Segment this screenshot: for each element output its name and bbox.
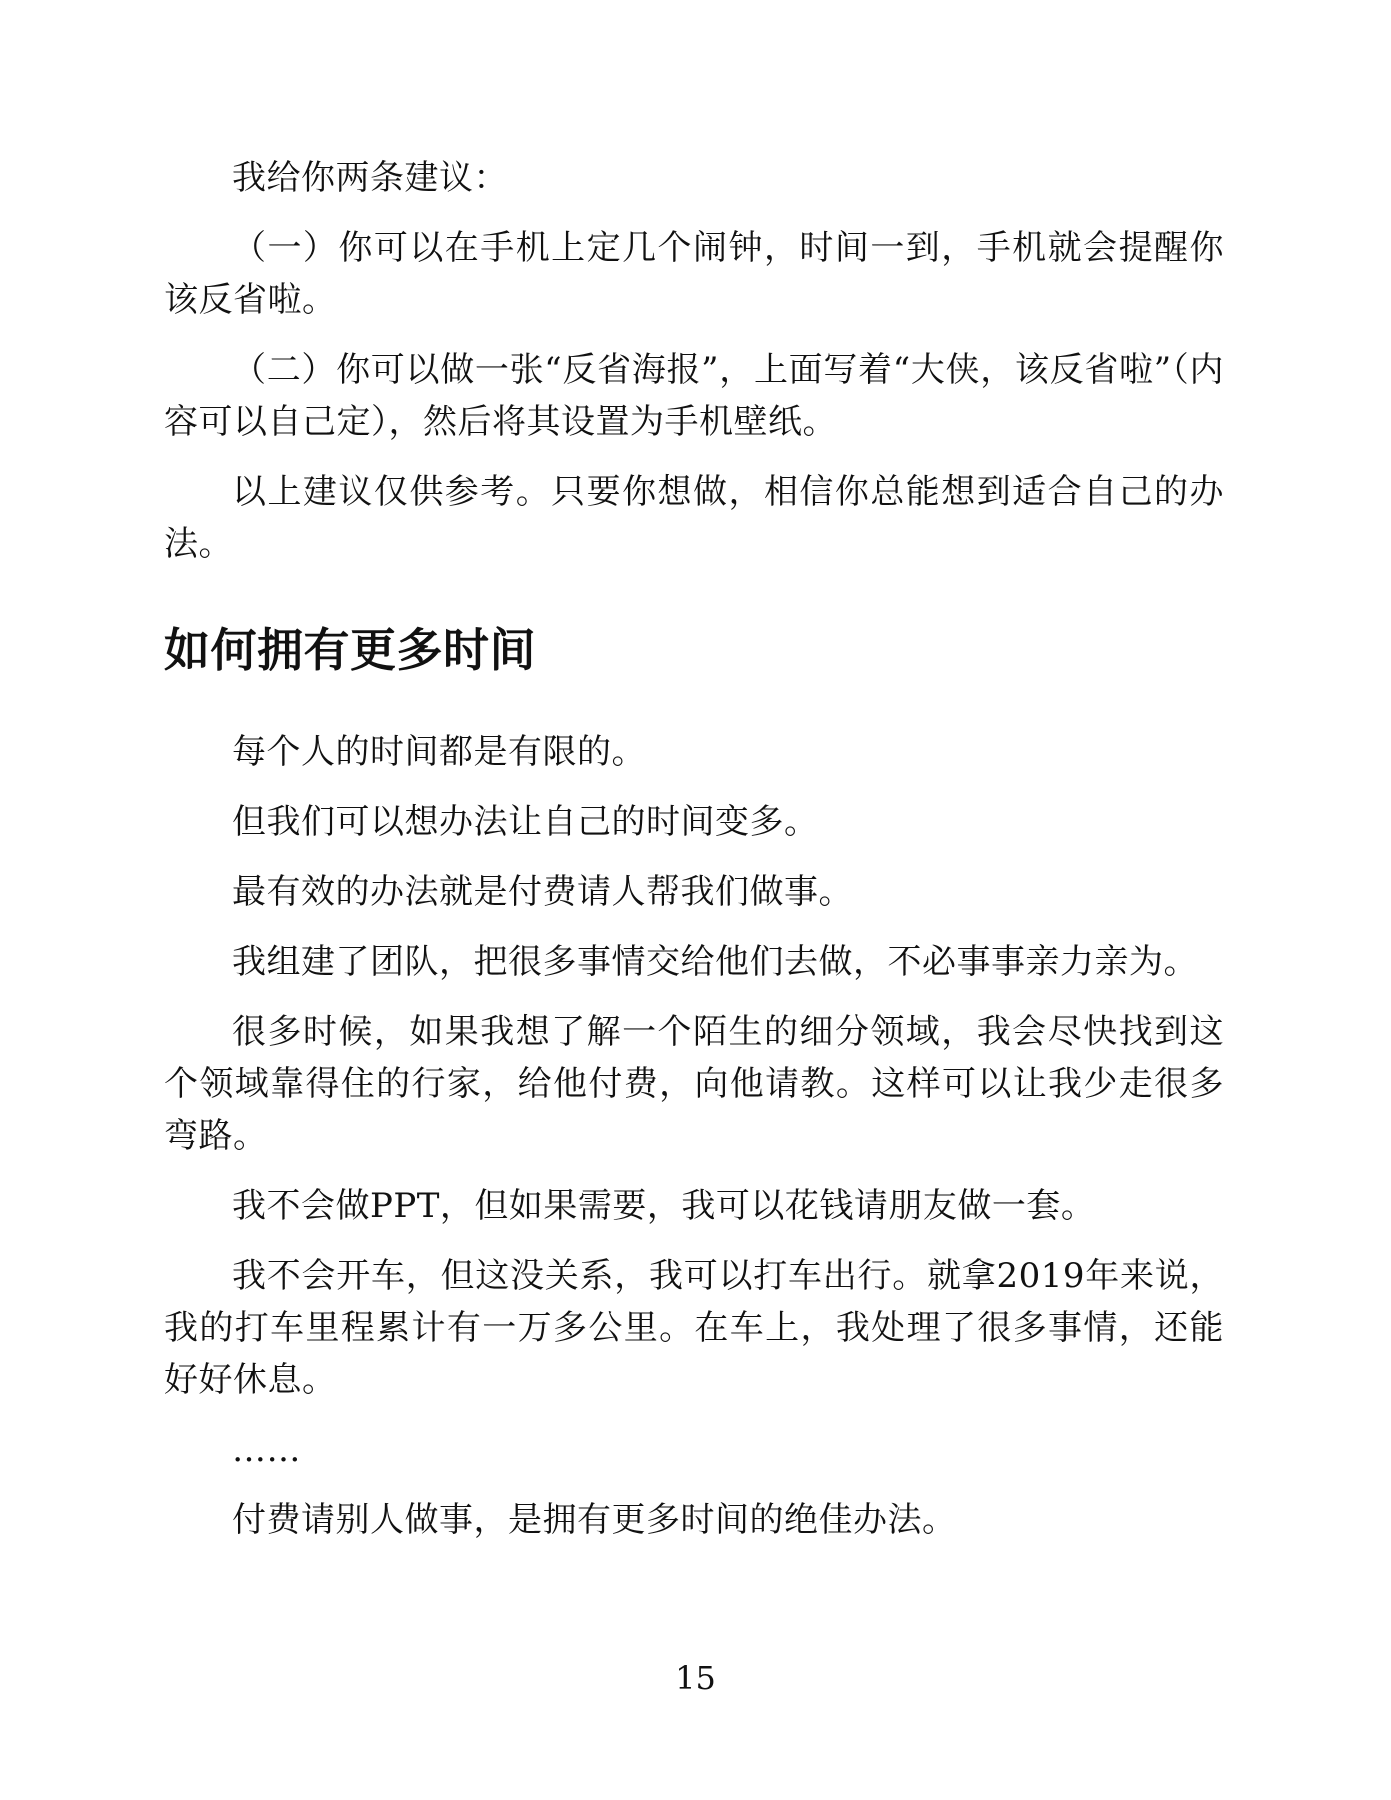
paragraph: 我不会开车，但这没关系，我可以打车出行。就拿2019年来说，我的打车里程累计有一万多公里。在车上，我处理了很多事情，还能好好休息。 [164, 1256, 1224, 1400]
paragraph: 但我们可以想办法让自己的时间变多。 [232, 802, 819, 842]
paragraph: 我组建了团队，把很多事情交给他们去做，不必事事亲力亲为。 [232, 942, 1198, 982]
paragraph: 每个人的时间都是有限的。 [232, 732, 646, 772]
paragraph: 我不会做PPT，但如果需要，我可以花钱请朋友做一套。 [232, 1186, 1096, 1226]
paragraph: 付费请别人做事，是拥有更多时间的绝佳办法。 [232, 1500, 957, 1540]
ellipsis-paragraph: …… [232, 1430, 301, 1470]
paragraph: 最有效的办法就是付费请人帮我们做事。 [232, 872, 853, 912]
section-heading: 如何拥有更多时间 [164, 623, 536, 677]
paragraph: 以上建议仅供参考。只要你想做，相信你总能想到适合自己的办法。 [164, 472, 1224, 564]
paragraph: 我给你两条建议： [232, 158, 508, 198]
page-number: 15 [675, 1659, 716, 1697]
paragraph: （二）你可以做一张“反省海报”，上面写着“大侠，该反省啦”（内容可以自己定），然后将其设置为手机壁纸。 [164, 350, 1224, 442]
paragraph: （一）你可以在手机上定几个闹钟，时间一到，手机就会提醒你该反省啦。 [164, 228, 1224, 320]
page-content [164, 152, 1224, 1564]
paragraph: 很多时候，如果我想了解一个陌生的细分领域，我会尽快找到这个领域靠得住的行家，给他付费，向他请教。这样可以让我少走很多弯路。 [164, 1012, 1224, 1156]
